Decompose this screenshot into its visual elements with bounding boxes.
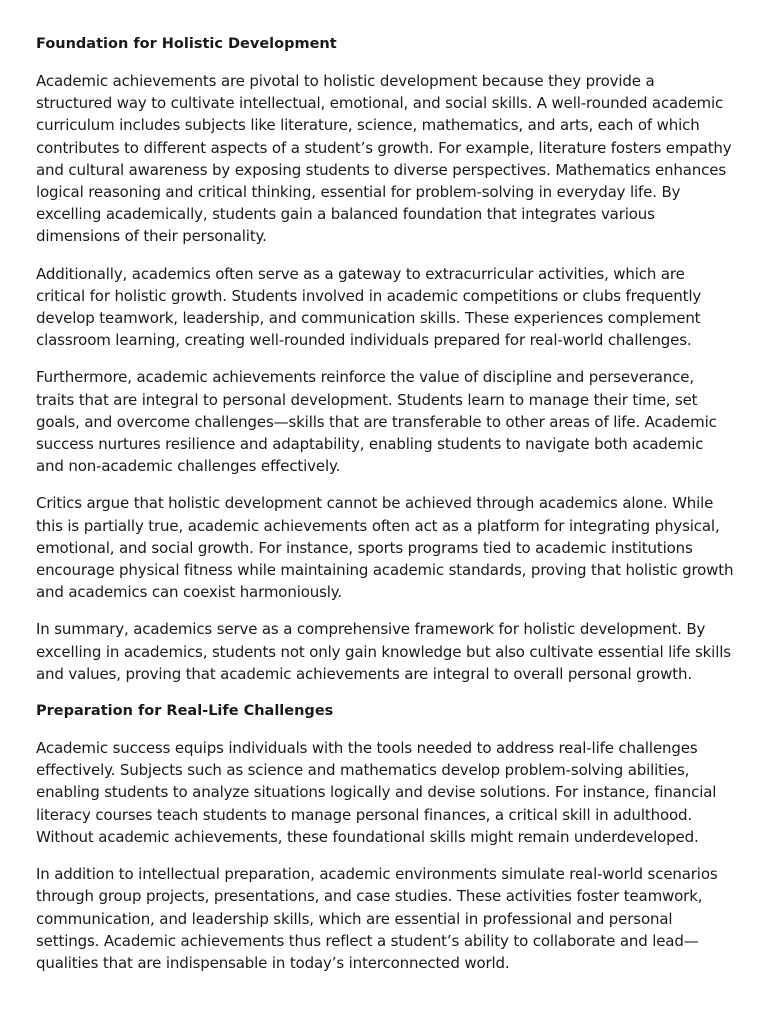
section-preparation xyxy=(36,700,734,974)
paragraph: Academic success equips individuals with the tools needed to address real-life challenges effectively. Subjects such as science and mathematics develop problem-solving abilities, enabling students to analyze situations logically and devise solutions. For instance, financial literacy courses teach students to manage personal finances, a critical skill in adulthood. Without academic achievements, these foundational skills might remain underdeveloped. xyxy=(36,739,717,846)
paragraph: In addition to intellectual preparation, academic environments simulate real-world scenarios through group projects, presentations, and case studies. These activities foster teamwork, communication, and leadership skills, which are essential in professional and personal settings. Academic achievements thus reflect a student’s ability to collaborate and lead—qualities that are indispensable in today’s interconnected world. xyxy=(36,865,718,972)
document-body xyxy=(36,33,734,989)
paragraph: Academic achievements are pivotal to holistic development because they provide a structured way to cultivate intellectual, emotional, and social skills. A well-rounded academic curriculum includes subjects like literature, science, mathematics, and arts, each of which contributes to different aspects of a student’s growth. For example, literature fosters empathy and cultural awareness by exposing students to diverse perspectives. Mathematics enhances logical reasoning and critical thinking, essential for problem-solving in everyday life. By excelling academically, students gain a balanced foundation that integrates various dimensions of their personality. xyxy=(36,72,732,246)
section-heading: Preparation for Real-Life Challenges xyxy=(36,703,334,720)
paragraph: Critics argue that holistic development cannot be achieved through academics alone. While this is partially true, academic achievements often act as a platform for integrating physical, emotional, and social growth. For instance, sports programs tied to academic institutions encourage physical fitness while maintaining academic standards, proving that holistic growth and academics can coexist harmoniously. xyxy=(36,494,734,602)
section-foundation xyxy=(36,33,734,685)
paragraph: Furthermore, academic achievements reinforce the value of discipline and perseverance, traits that are integral to personal development. Students learn to manage their time, set goals, and overcome challenges—skills that are transferable to other areas of life. Academic success nurtures resilience and adaptability, enabling students to navigate both academic and non-academic challenges effectively. xyxy=(36,368,717,476)
paragraph: In summary, academics serve as a comprehensive framework for holistic development. By excelling in academics, students not only gain knowledge but also cultivate essential life skills and values, proving that academic achievements are integral to overall personal growth. xyxy=(36,620,731,683)
paragraph: Additionally, academics often serve as a gateway to extracurricular activities, which are critical for holistic growth. Students involved in academic competitions or clubs frequently develop teamwork, leadership, and communication skills. These experiences complement classroom learning, creating well-rounded individuals prepared for real-world challenges. xyxy=(36,264,702,350)
section-heading: Foundation for Holistic Development xyxy=(36,36,337,52)
